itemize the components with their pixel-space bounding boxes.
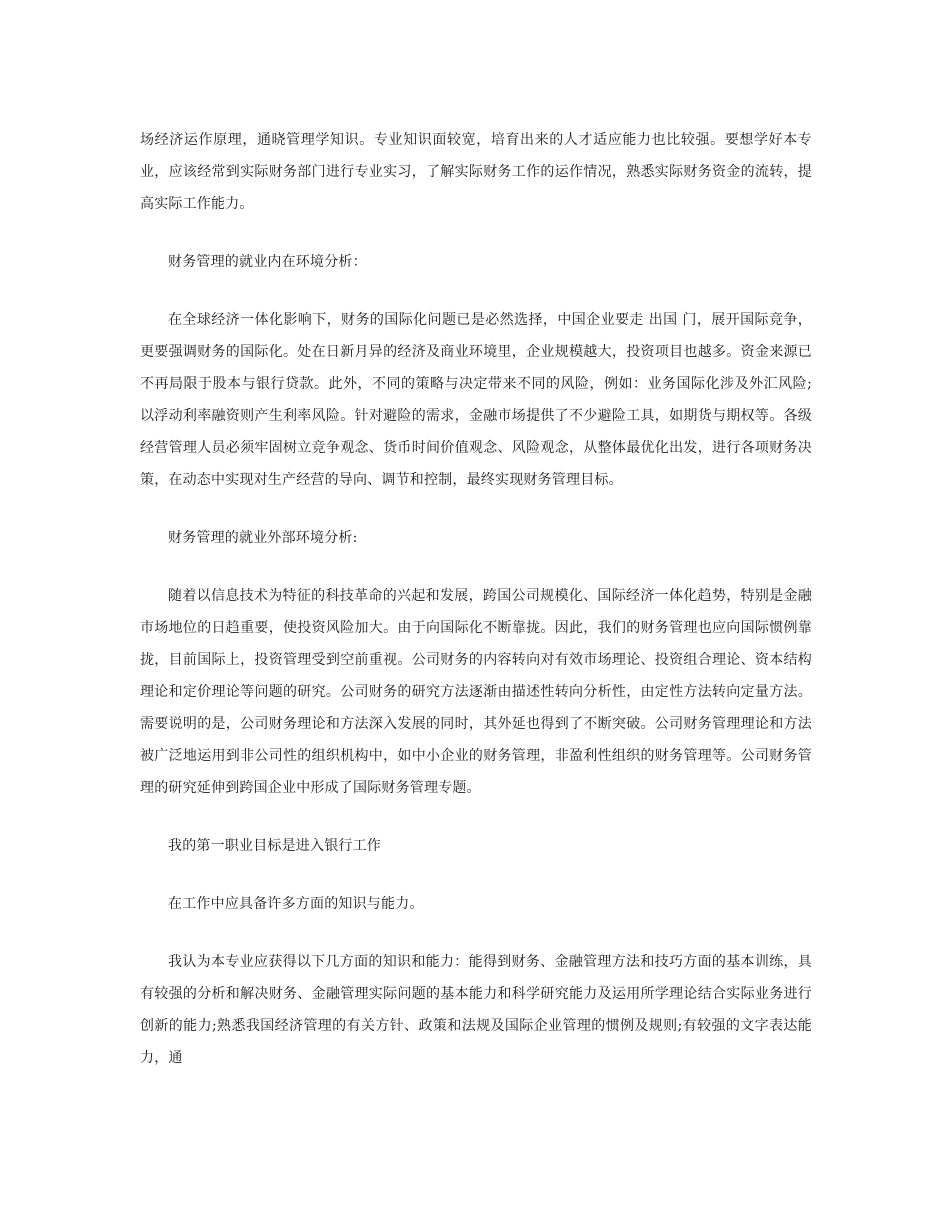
- section-heading-internal-environment: 财务管理的就业内在环境分析：: [168, 254, 367, 270]
- career-goal-heading: 我的第一职业目标是进入银行工作: [168, 838, 381, 854]
- paragraph-gap: [140, 220, 812, 246]
- paragraph-continuation: 场经济运作原理，通晓管理学知识。专业知识面较宽，培育出来的人才适应能力也比较强。要想学好本专业，应该经常到实际财务部门进行专业实习，了解实际财务工作的运作情况，熟悉实际财务资金的流转，提高实际工作能力。: [140, 132, 812, 212]
- paragraph-gap: [140, 554, 812, 580]
- paragraph-external-environment: 随着以信息技术为特征的科技革命的兴起和发展，跨国公司规模化、国际经济一体化趋势，特别是金融市场地位的日趋重要，使投资风险加大。由于向国际化不断靠拢。因此，我们的财务管理也应向国际惯例靠拢，目前国际上，投资管理受到空前重视。公司财务的内容转向对有效市场理论、投资组合理论、资本结构理论和定价理论等问题的研究。公司财务的研究方法逐渐由描述性转向分析性，由定性方法转向定量方法。需要说明的是，公司财务理论和方法深入发展的同时，其外延也得到了不断突破。公司财务管理理论和方法被广泛地运用到非公司性的组织机构中，如中小企业的财务管理，非盈利性组织的财务管理等。公司财务管理的研究延伸到跨国企业中形成了国际财务管理专题。: [140, 588, 812, 796]
- paragraph-gap: [140, 804, 812, 830]
- paragraph-gap: [140, 862, 812, 888]
- paragraph-knowledge-abilities: 我认为本专业应获得以下几方面的知识和能力：能得到财务、金融管理方法和技巧方面的基本训练，具有较强的分析和解决财务、金融管理实际问题的基本能力和科学研究能力及运用所学理论结合实际业务进行创新的能力;熟悉我国经济管理的有关方针、政策和法规及国际企业管理的惯例及规则;有较强的文字表达能力，通: [140, 954, 812, 1066]
- paragraph-gap: [140, 496, 812, 522]
- paragraph-gap: [140, 920, 812, 946]
- paragraph-gap: [140, 278, 812, 304]
- document-body: [140, 124, 812, 1074]
- paragraph-abilities-intro: 在工作中应具备许多方面的知识与能力。: [168, 896, 424, 912]
- paragraph-internal-environment: 在全球经济一体化影响下，财务的国际化问题已是必然选择，中国企业要走 出国 门，展开国际竞争，更要强调财务的国际化。处在日新月异的经济及商业环境里，企业规模越大，投资项目也越多。资金来源已不再局限于股本与银行贷款。此外，不同的策略与决定带来不同的风险，例如：业务国际化涉及外汇风险;以浮动利率融资则产生利率风险。针对避险的需求，金融市场提供了不少避险工具，如期货与期权等。各级经营管理人员必须牢固树立竞争观念、货币时间价值观念、风险观念，从整体最优化出发，进行各项财务决策，在动态中实现对生产经营的导向、调节和控制，最终实现财务管理目标。: [140, 312, 812, 488]
- section-heading-external-environment: 财务管理的就业外部环境分析:: [168, 530, 358, 546]
